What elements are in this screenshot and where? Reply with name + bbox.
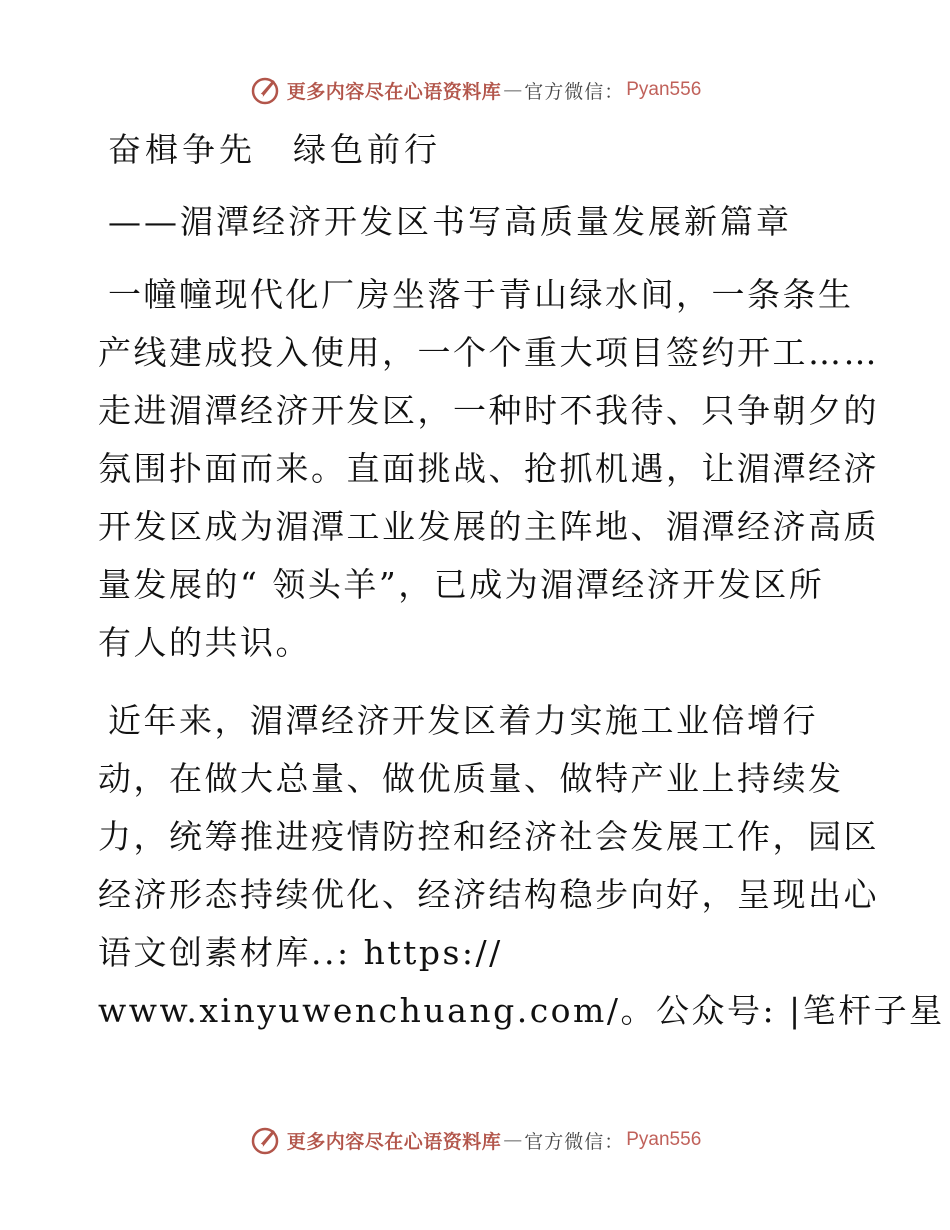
paragraph-line: 量发展的“ 领头羊”，已成为湄潭经济开发区所	[98, 565, 825, 604]
quill-logo-icon	[249, 1124, 281, 1156]
header-brand-text: 更多内容尽在心语资料库	[286, 80, 502, 103]
article-subtitle: ——湄潭经济开发区书写高质量发展新篇章	[108, 202, 792, 241]
header-wechat-handle: Pyan556	[626, 79, 702, 100]
paragraph-line: 经济形态持续优化、经济结构稳步向好，呈现出心	[98, 875, 879, 914]
header-wechat-label: 官方微信：	[524, 80, 625, 103]
paragraph-line: 开发区成为湄潭工业发展的主阵地、湄潭经济高质	[98, 507, 879, 546]
paragraph-line: 产线建成投入使用，一个个重大项目签约开工……	[98, 333, 879, 372]
header-separator: —	[503, 79, 523, 101]
paragraph-2	[98, 692, 945, 1040]
quill-logo-icon	[249, 74, 281, 106]
paragraph-line: 一幢幢现代化厂房坐落于青山绿水间，一条条生	[108, 275, 854, 314]
paragraph-line: 语文创素材库..: https://	[98, 933, 503, 972]
paragraph-line: 近年来，湄潭经济开发区着力实施工业倍增行	[108, 701, 818, 740]
footer-wechat-handle: Pyan556	[626, 1129, 702, 1150]
footer-brand-text: 更多内容尽在心语资料库	[286, 1130, 502, 1153]
paragraph-1	[98, 266, 879, 672]
paragraph-line: 走进湄潭经济开发区，一种时不我待、只争朝夕的	[98, 391, 879, 430]
paragraph-line: 氛围扑面而来。直面挑战、抢抓机遇，让湄潭经济	[98, 449, 879, 488]
footer-banner	[0, 1120, 950, 1160]
article-title: 奋楫争先 绿色前行	[108, 130, 441, 169]
paragraph-line: 动，在做大总量、做优质量、做特产业上持续发	[98, 759, 844, 798]
paragraph-line: 有人的共识。	[98, 623, 311, 662]
header-banner	[0, 70, 950, 110]
footer-wechat-label: 官方微信：	[524, 1130, 625, 1153]
footer-separator: —	[503, 1129, 523, 1151]
paragraph-line: www.xinyuwenchuang.com/。公众号: |笔杆子星	[98, 991, 945, 1030]
paragraph-line: 力，统筹推进疫情防控和经济社会发展工作，园区	[98, 817, 879, 856]
